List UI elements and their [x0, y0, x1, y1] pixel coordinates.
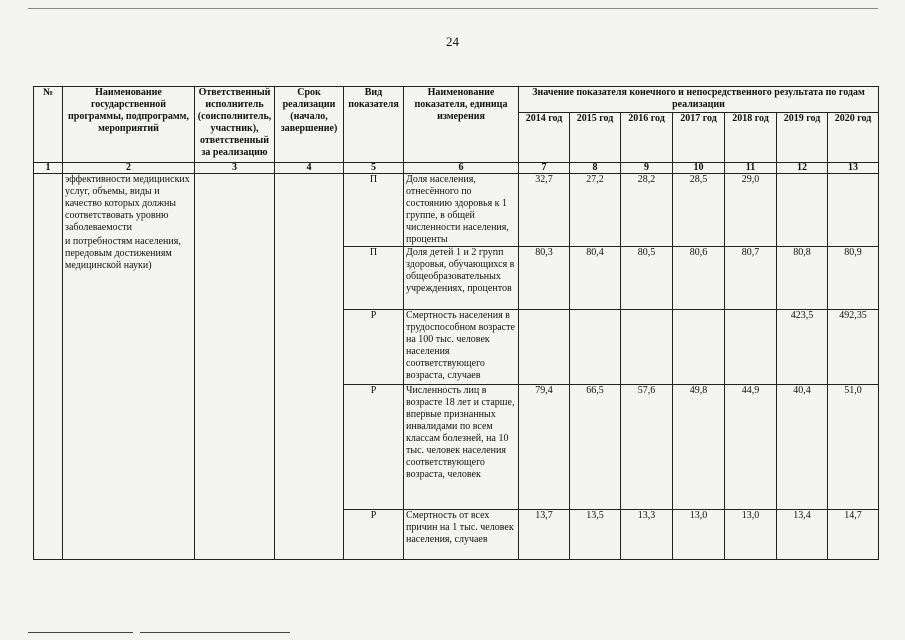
header-term: Срок реализации (начало, завершение) — [275, 87, 344, 163]
value-cell: 49,8 — [673, 385, 725, 510]
value-cell: 66,5 — [570, 385, 621, 510]
bottom-border-line — [28, 632, 133, 633]
value-cell: 13,7 — [519, 510, 570, 560]
header-no: № — [34, 87, 63, 163]
indicator-type: П — [344, 174, 404, 247]
header-year: 2014 год — [519, 113, 570, 163]
indicator-name: Численность лиц в возрасте 18 лет и старше, впервые признанных инвалидами по всем классам болезней, на 10 тыс. человек населения соответствующего возраста, человек — [404, 385, 519, 510]
header-indicator-name: Наименование показателя, единица измерения — [404, 87, 519, 163]
header-year: 2018 год — [725, 113, 777, 163]
value-cell: 44,9 — [725, 385, 777, 510]
column-number: 5 — [344, 163, 404, 174]
value-cell: 423,5 — [777, 310, 828, 385]
value-cell: 32,7 — [519, 174, 570, 247]
indicator-name: Доля населения, отнесённого по состоянию здоровья к 1 группе, в общей численности населения, проценты — [404, 174, 519, 247]
value-cell: 80,8 — [777, 247, 828, 310]
value-cell: 13,0 — [725, 510, 777, 560]
value-cell: 79,4 — [519, 385, 570, 510]
indicator-type: П — [344, 247, 404, 310]
indicator-type: Р — [344, 510, 404, 560]
header-indicator-type: Вид показателя — [344, 87, 404, 163]
value-cell: 51,0 — [828, 385, 879, 510]
indicators-table — [33, 86, 879, 560]
column-number: 3 — [195, 163, 275, 174]
header-year: 2019 год — [777, 113, 828, 163]
value-cell — [777, 174, 828, 247]
value-cell: 13,3 — [621, 510, 673, 560]
column-number: 13 — [828, 163, 879, 174]
header-year: 2015 год — [570, 113, 621, 163]
page-number: 24 — [446, 34, 459, 49]
column-number: 8 — [570, 163, 621, 174]
header-responsible: Ответственный исполнитель (соисполнитель, участник), ответственный за реализацию — [195, 87, 275, 163]
program-name-cell — [63, 174, 195, 560]
header-year: 2016 год — [621, 113, 673, 163]
header-year: 2017 год — [673, 113, 725, 163]
row-number-cell — [34, 174, 63, 560]
value-cell: 14,7 — [828, 510, 879, 560]
indicator-name: Смертность населения в трудоспособном возрасте на 100 тыс. человек населения соответствующего возраста, случаев — [404, 310, 519, 385]
column-number: 12 — [777, 163, 828, 174]
value-cell: 28,5 — [673, 174, 725, 247]
value-cell — [621, 310, 673, 385]
value-cell: 13,0 — [673, 510, 725, 560]
value-cell: 13,4 — [777, 510, 828, 560]
indicator-name: Доля детей 1 и 2 групп здоровья, обучающихся в общеобразовательных учреждениях, процентов — [404, 247, 519, 310]
value-cell: 80,5 — [621, 247, 673, 310]
indicator-name: Смертность от всех причин на 1 тыс. человек населения, случаев — [404, 510, 519, 560]
value-cell: 57,6 — [621, 385, 673, 510]
header-values: Значение показателя конечного и непосредственного результата по годам реализации — [519, 87, 879, 113]
term-cell — [275, 174, 344, 560]
value-cell — [673, 310, 725, 385]
value-cell — [570, 310, 621, 385]
column-numbers-row — [34, 163, 879, 174]
value-cell — [828, 174, 879, 247]
value-cell — [519, 310, 570, 385]
value-cell: 80,7 — [725, 247, 777, 310]
value-cell: 80,4 — [570, 247, 621, 310]
column-number: 11 — [725, 163, 777, 174]
value-cell: 29,0 — [725, 174, 777, 247]
program-name-part1: эффективности медицинских услуг, объемы, виды и качество которых должны соответствовать уровню заболеваемости — [65, 174, 190, 233]
table-row — [34, 174, 879, 247]
indicator-type: Р — [344, 310, 404, 385]
column-number: 1 — [34, 163, 63, 174]
value-cell — [725, 310, 777, 385]
value-cell: 492,35 — [828, 310, 879, 385]
column-number: 6 — [404, 163, 519, 174]
bottom-border-line — [140, 632, 290, 633]
header-year: 2020 год — [828, 113, 879, 163]
column-number: 2 — [63, 163, 195, 174]
value-cell: 80,9 — [828, 247, 879, 310]
value-cell: 27,2 — [570, 174, 621, 247]
top-border-line — [28, 8, 878, 9]
value-cell: 28,2 — [621, 174, 673, 247]
header-program-name: Наименование государственной программы, подпрограмм, мероприятий — [63, 87, 195, 163]
value-cell: 80,6 — [673, 247, 725, 310]
indicator-type: Р — [344, 385, 404, 510]
column-number: 10 — [673, 163, 725, 174]
program-name-part2: и потребностям населения, передовым достижениям медицинской науки) — [65, 236, 181, 271]
value-cell: 40,4 — [777, 385, 828, 510]
column-number: 7 — [519, 163, 570, 174]
column-number: 4 — [275, 163, 344, 174]
value-cell: 13,5 — [570, 510, 621, 560]
responsible-cell — [195, 174, 275, 560]
value-cell: 80,3 — [519, 247, 570, 310]
column-number: 9 — [621, 163, 673, 174]
